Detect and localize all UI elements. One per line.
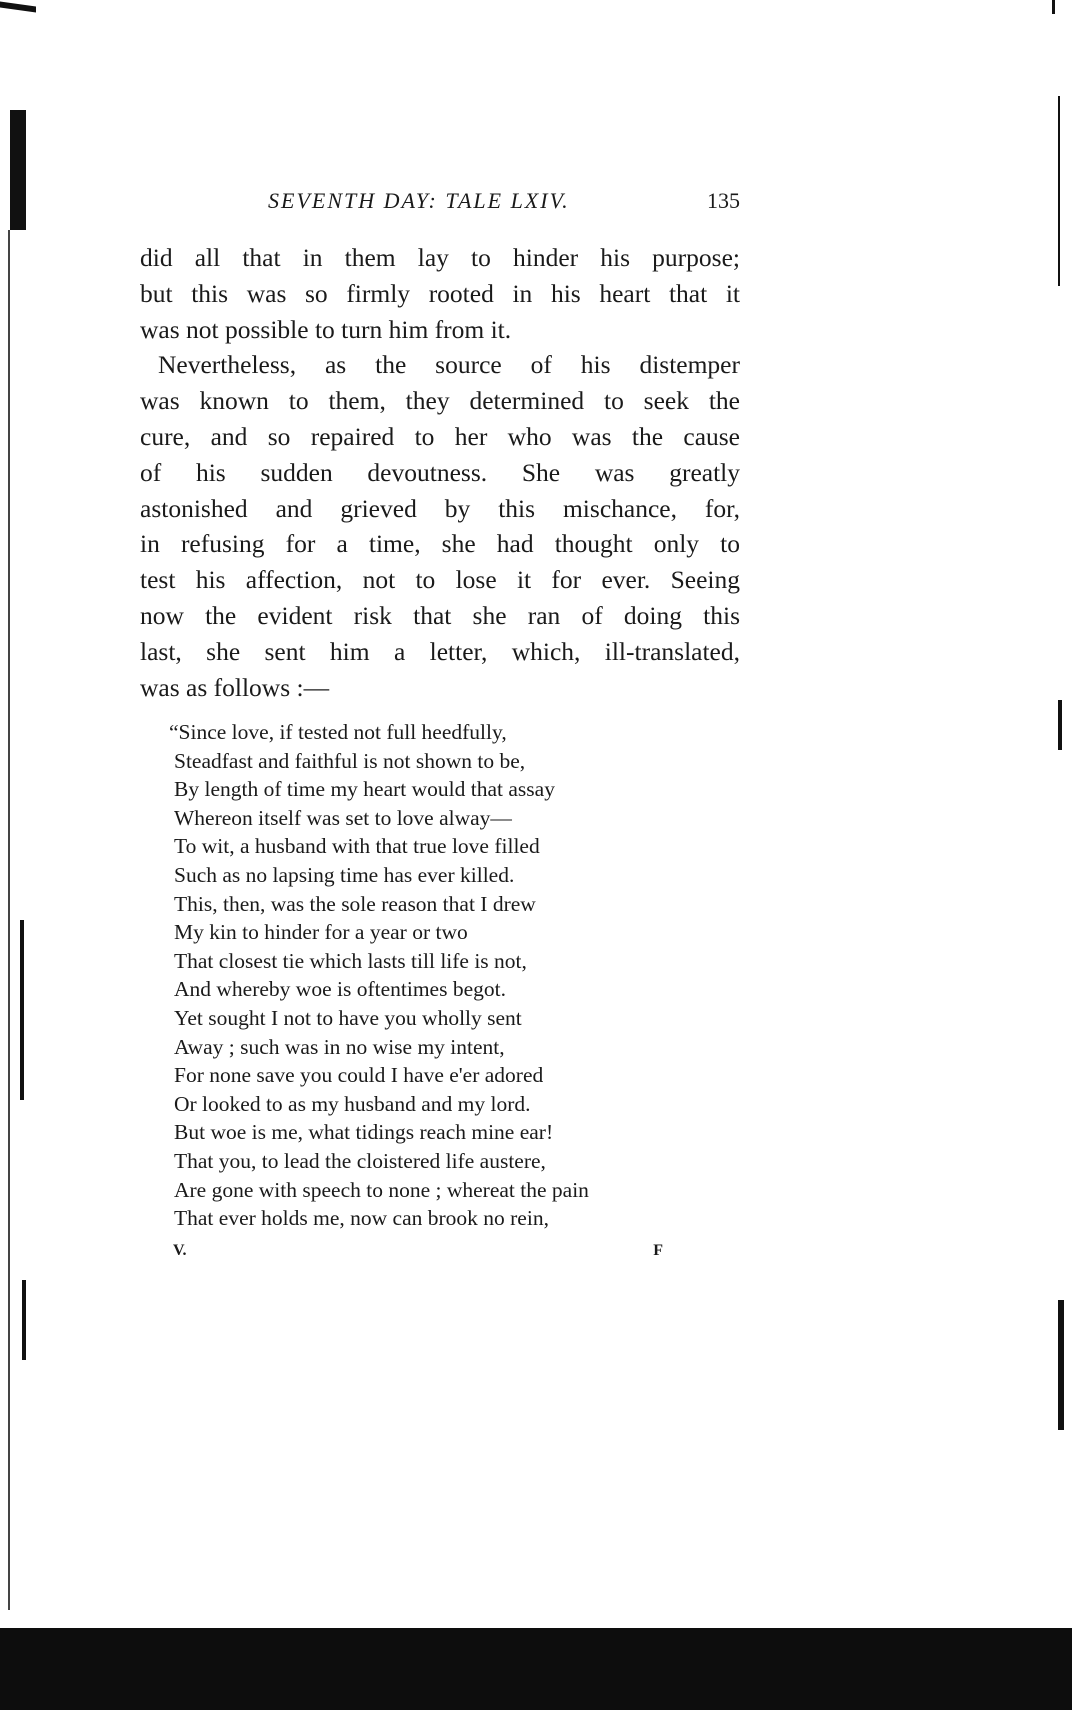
signature-letter: F: [653, 1242, 663, 1259]
page-number: 135: [707, 188, 740, 213]
text-line: did all that in them lay to hinder his purpose;: [140, 243, 740, 272]
poem-line: And whereby woe is oftentimes begot.: [174, 977, 506, 1002]
poem-line: My kin to hinder for a year or two: [174, 920, 468, 945]
text-line: Nevertheless, as the source of his distemper: [158, 350, 740, 380]
poem-line: That ever holds me, now can brook no rein,: [174, 1206, 549, 1231]
text-line: was as follows :—: [140, 672, 330, 702]
scan-mark-right-top: [1052, 0, 1055, 14]
paragraph-1: [140, 240, 740, 347]
text-line: but this was so firmly rooted in his heart that it: [140, 278, 740, 308]
body-text: [140, 240, 740, 705]
scan-bottom-edge: [0, 1628, 1072, 1710]
text-line: last, she sent him a letter, which, ill-translated,: [140, 636, 740, 666]
poem-line: To wit, a husband with that true love filled: [174, 834, 540, 859]
poem-line: For none save you could I have e'er adored: [174, 1063, 544, 1088]
scan-mark-left-line: [8, 230, 10, 1610]
page-header: [140, 188, 740, 222]
poem-line: Such as no lapsing time has ever killed.: [174, 862, 515, 887]
text-line: of his sudden devoutness. She was greatly: [140, 457, 740, 487]
paragraph-2: [140, 347, 740, 705]
scan-mark-right-lower: [1058, 1300, 1064, 1430]
text-line: cure, and so repaired to her who was the cause: [140, 421, 740, 451]
poem-line: Are gone with speech to none ; whereat the pain: [174, 1177, 589, 1202]
poem-line: Whereon itself was set to love alway—: [174, 805, 512, 830]
signature-mark: [173, 1242, 663, 1268]
poem-line: That closest tie which lasts till life is not,: [174, 948, 527, 973]
poem-line: Yet sought I not to have you wholly sent: [174, 1005, 522, 1030]
scan-mark-left-mid: [20, 920, 24, 1100]
scan-mark-left-upper: [10, 110, 26, 230]
scan-mark-left-lower: [22, 1280, 26, 1360]
poem-line: Away ; such was in no wise my intent,: [174, 1034, 505, 1059]
poem-line: But woe is me, what tidings reach mine ear!: [174, 1120, 554, 1145]
text-line: now the evident risk that she ran of doing this: [140, 600, 740, 630]
signature-volume: V.: [173, 1242, 187, 1259]
scan-mark-right-line: [1058, 96, 1060, 286]
poem-line: “Since love, if tested not full heedfully,: [169, 720, 507, 744]
text-line: in refusing for a time, she had thought only to: [140, 529, 740, 559]
text-line: test his affection, not to lose it for ever. Seeing: [140, 565, 740, 595]
poem-line: Or looked to as my husband and my lord.: [174, 1091, 531, 1116]
poem-line: Steadfast and faithful is not shown to be,: [174, 748, 526, 773]
scan-mark-right-mid: [1058, 700, 1062, 750]
text-line: astonished and grieved by this mischance, for,: [140, 493, 740, 523]
text-line: was known to them, they determined to seek the: [140, 386, 740, 416]
poem-line: By length of time my heart would that assay: [174, 777, 555, 802]
running-head: SEVENTH DAY: TALE LXIV.: [268, 188, 570, 213]
scan-mark-top-left: [0, 1, 36, 12]
text-line: was not possible to turn him from it.: [140, 314, 512, 344]
poem-letter: [169, 718, 734, 1233]
poem-line: This, then, was the sole reason that I drew: [174, 891, 536, 916]
poem-line: That you, to lead the cloistered life austere,: [174, 1148, 546, 1173]
